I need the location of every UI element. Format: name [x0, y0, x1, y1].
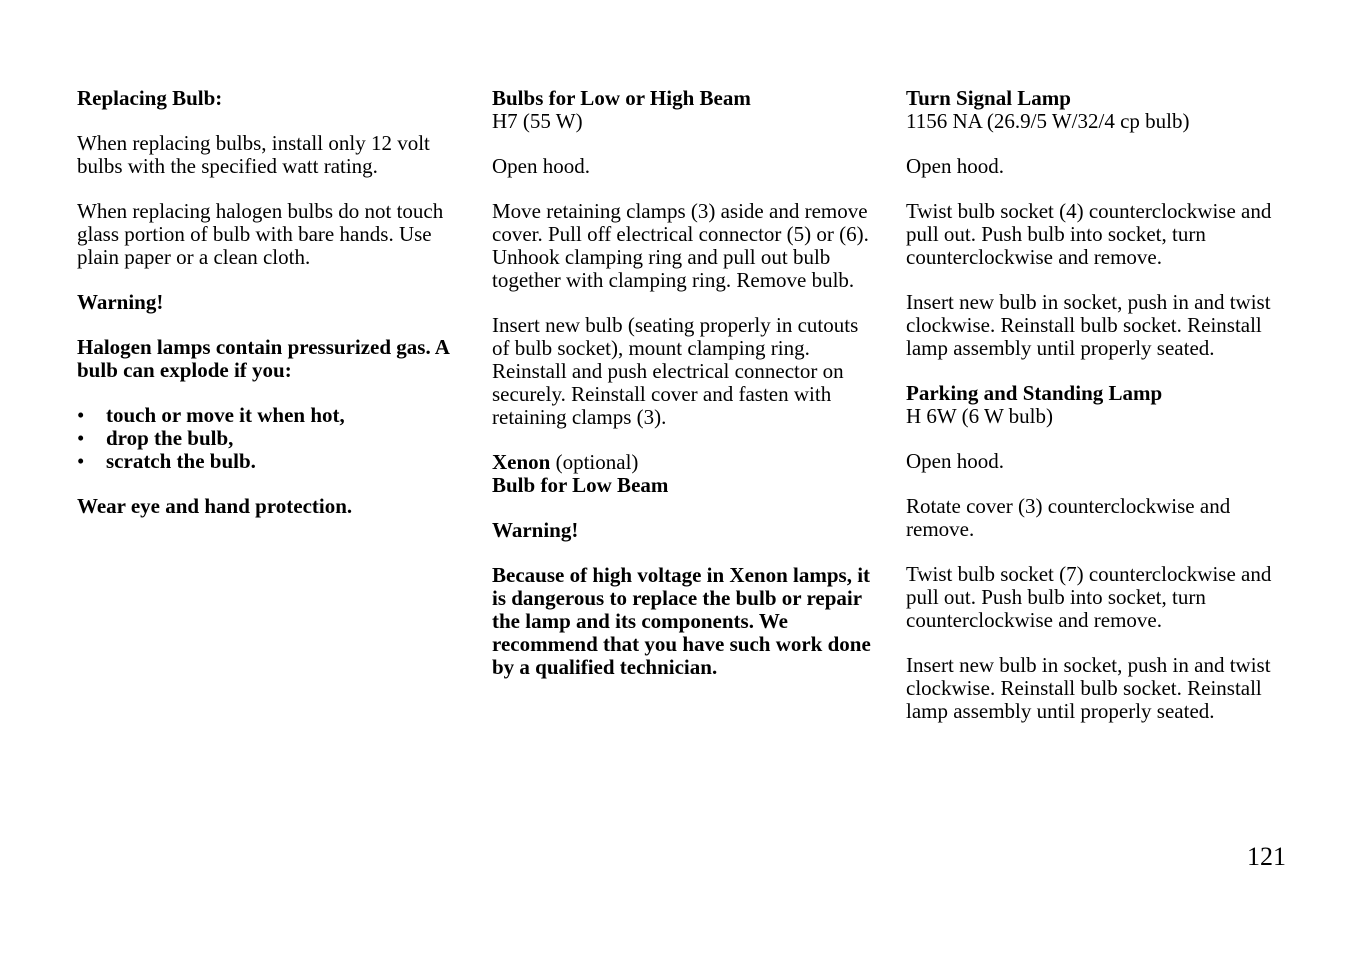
parking-lamp-cover-step: Rotate cover (3) counterclockwise and remove. [906, 494, 1231, 541]
page-number: 121 [1247, 842, 1286, 871]
halogen-warning-text: Halogen lamps contain pressurized gas. A bulb can explode if you: [77, 335, 449, 382]
replacing-bulb-heading: Replacing Bulb: [77, 86, 223, 110]
xenon-warning-text: Because of high voltage in Xenon lamps, it is dangerous to replace the bulb or repair the lamp and its components. We recommend that you have such work done by a qualified technician. [492, 563, 871, 679]
column-middle [492, 87, 872, 701]
bullet-text: touch or move it when hot, [106, 403, 345, 427]
xenon-label: Xenon [492, 450, 551, 474]
xenon-section [492, 451, 872, 497]
replacing-bulb-paragraph-halogen: When replacing halogen bulbs do not touch glass portion of bulb with bare hands. Use plain paper or a clean cloth. [77, 199, 444, 269]
parking-lamp-heading: Parking and Standing Lamp [906, 381, 1163, 405]
list-item [77, 427, 452, 450]
list-item [77, 404, 452, 427]
beam-removal-steps: Move retaining clamps (3) aside and remove cover. Pull off electrical connector (5) or (6). Unhook clamping ring and pull out bulb together with clamping ring. Remove bulb. [492, 199, 869, 292]
turn-signal-bulb-spec: 1156 NA (26.9/5 W/32/4 cp bulb) [906, 109, 1190, 133]
column-left [77, 87, 452, 540]
turn-signal-heading: Turn Signal Lamp [906, 86, 1071, 110]
bullet-icon: • [77, 403, 85, 427]
turn-signal-open-hood: Open hood. [906, 154, 1004, 178]
beam-section [492, 87, 872, 133]
warning-label: Warning! [77, 290, 164, 314]
beam-bulb-spec: H7 (55 W) [492, 109, 583, 133]
bullet-icon: • [77, 449, 85, 473]
replacing-bulb-paragraph-voltage: When replacing bulbs, install only 12 volt bulbs with the specified watt rating. [77, 131, 430, 178]
parking-lamp-removal-steps: Twist bulb socket (7) counterclockwise and pull out. Push bulb into socket, turn counterclockwise and remove. [906, 562, 1272, 632]
bullet-text: drop the bulb, [106, 426, 234, 450]
bullet-icon: • [77, 426, 85, 450]
turn-signal-section [906, 87, 1286, 133]
parking-lamp-bulb-spec: H 6W (6 W bulb) [906, 404, 1053, 428]
column-right [906, 87, 1286, 745]
xenon-heading: Bulb for Low Beam [492, 473, 669, 497]
protection-notice: Wear eye and hand protection. [77, 494, 353, 518]
warning-bullet-list [77, 404, 452, 473]
turn-signal-removal-steps: Twist bulb socket (4) counterclockwise and pull out. Push bulb into socket, turn counterclockwise and remove. [906, 199, 1272, 269]
beam-install-steps: Insert new bulb (seating properly in cutouts of bulb socket), mount clamping ring. Reinstall and push electrical connector on securely. Reinstall cover and fasten with retaining clamps (3). [492, 313, 859, 429]
list-item [77, 450, 452, 473]
parking-lamp-section [906, 382, 1286, 428]
beam-open-hood: Open hood. [492, 154, 590, 178]
xenon-optional-note: (optional) [550, 450, 639, 474]
xenon-warning-label: Warning! [492, 518, 579, 542]
parking-lamp-install-steps: Insert new bulb in socket, push in and twist clockwise. Reinstall bulb socket. Reinstall lamp assembly until properly seated. [906, 653, 1271, 723]
bullet-text: scratch the bulb. [106, 449, 256, 473]
beam-heading: Bulbs for Low or High Beam [492, 86, 751, 110]
turn-signal-install-steps: Insert new bulb in socket, push in and twist clockwise. Reinstall bulb socket. Reinstall lamp assembly until properly seated. [906, 290, 1271, 360]
parking-lamp-open-hood: Open hood. [906, 449, 1004, 473]
